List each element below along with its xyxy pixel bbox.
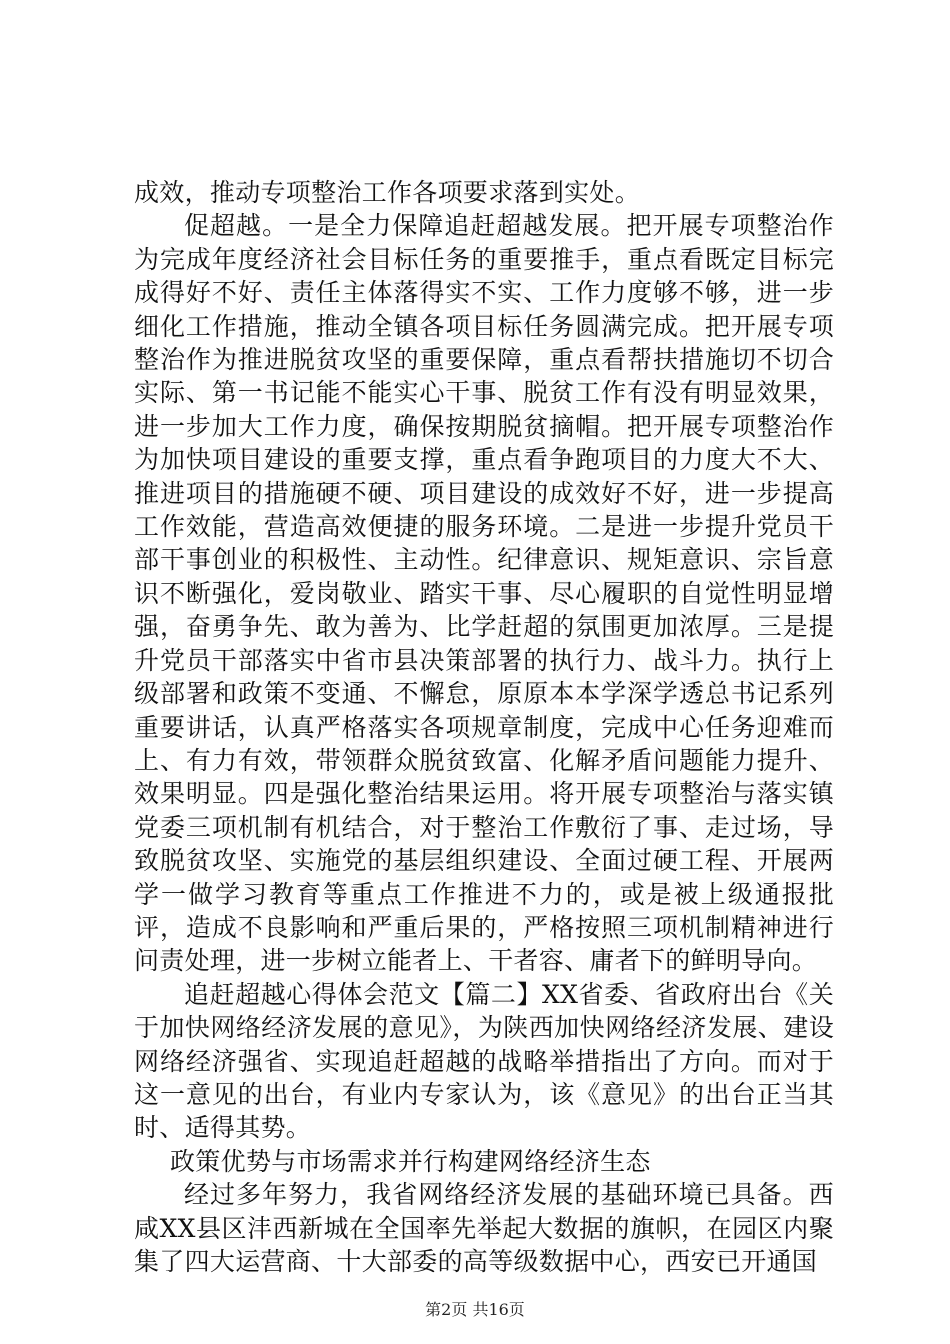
page-footer: 第2页 共16页 <box>425 1300 525 1319</box>
paragraph-promote-surpass: 促超越。一是全力保障追赶超越发展。把开展专项整治作为完成年度经济社会目标任务的重要推手，重点看既定目标完成得好不好、责任主体落得实不实、工作力度够不够，进一步细化工作措施，推动全镇各项目标任务圆满完成。把开展专项整治作为推进脱贫攻坚的重要保障，重点看帮扶措施切不切合实际、第一书记能不能实心干事、脱贫工作有没有明显效果，进一步加大工作力度，确保按期脱贫摘帽。把开展专项整治作为加快项目建设的重要支撑，重点看争跑项目的力度大不大、推进项目的措施硬不硬、项目建设的成效好不好，进一步提高工作效能，营造高效便捷的服务环境。二是进一步提升党员干部干事创业的积极性、主动性。纪律意识、规矩意识、宗旨意识不断强化，爱岗敬业、踏实干事、尽心履职的自觉性明显增强，奋勇争先、敢为善为、比学赶超的氛围更加浓厚。三是提升党员干部落实中省市县决策部署的执行力、战斗力。执行上级部署和政策不变通、不懈怠，原原本本学深学透总书记系列重要讲话，认真严格落实各项规章制度，完成中心任务迎难而上、有力有效，带领群众脱贫致富、化解矛盾问题能力提升、效果明显。四是强化整治结果运用。将开展专项整治与落实镇党委三项机制有机结合，对于整治工作敷衍了事、走过场，导致脱贫攻坚、实施党的基层组织建设、全面过硬工程、开展两学一做学习教育等重点工作推进不力的，或是被上级通报批评，造成不良影响和严重后果的，严格按照三项机制精神进行问责处理，进一步树立能者上、干者容、庸者下的鲜明导向。 <box>134 211 834 976</box>
paragraph-continuation: 成效，推动专项整治工作各项要求落到实处。 <box>134 178 641 207</box>
section-heading: 政策优势与市场需求并行构建网络经济生态 <box>170 1146 651 1176</box>
document-body <box>134 176 834 1278</box>
paragraph-network-economy: 经过多年努力，我省网络经济发展的基础环境已具备。西咸XX县区沣西新城在全国率先举起大数据的旗帜，在园区内聚集了四大运营商、十大部委的高等级数据中心，西安已开通国 <box>134 1180 834 1276</box>
paragraph-part-two-intro: 追赶超越心得体会范文【篇二】XX省委、省政府出台《关于加快网络经济发展的意见》，为陕西加快网络经济发展、建设网络经济强省、实现追赶超越的战略举措指出了方向。而对于这一意见的出台，有业内专家认为，该《意见》的出台正当其时、适得其势。 <box>134 979 834 1143</box>
